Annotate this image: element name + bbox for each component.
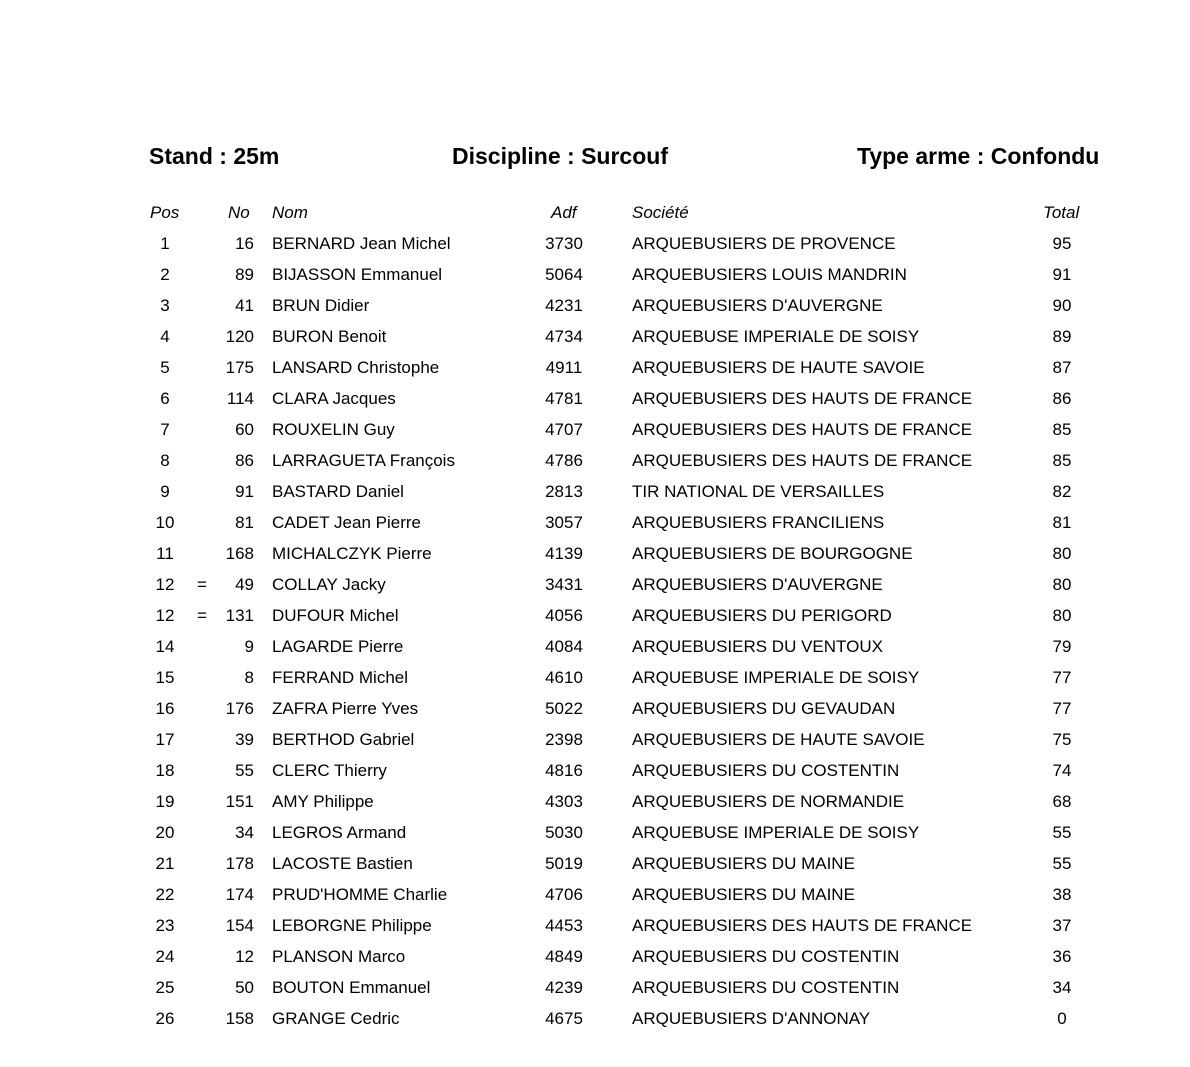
cell-nom: BOUTON Emmanuel <box>272 978 431 997</box>
cell-no: 154 <box>225 916 254 935</box>
cell-nom: LAGARDE Pierre <box>272 637 404 656</box>
cell-pos: 23 <box>155 916 175 935</box>
table-row <box>0 388 1190 419</box>
cell-total: 77 <box>1052 668 1072 687</box>
cell-nom: LARRAGUETA François <box>272 451 455 470</box>
cell-nom: COLLAY Jacky <box>272 575 386 594</box>
col-header-adf: Adf <box>551 203 577 222</box>
weapon-type-heading: Type arme : Confondu <box>857 143 1100 169</box>
cell-pos: 6 <box>160 389 170 408</box>
cell-total: 86 <box>1052 389 1072 408</box>
cell-no: 34 <box>235 823 254 842</box>
cell-adf: 2813 <box>545 482 583 501</box>
cell-adf: 4139 <box>545 544 583 563</box>
cell-no: 16 <box>235 234 254 253</box>
cell-total: 36 <box>1052 947 1072 966</box>
cell-societe: ARQUEBUSIERS DU MAINE <box>632 885 855 904</box>
cell-societe: ARQUEBUSIERS DE HAUTE SAVOIE <box>632 730 925 749</box>
cell-nom: BASTARD Daniel <box>272 482 404 501</box>
table-row <box>0 295 1190 326</box>
table-row <box>0 729 1190 760</box>
col-header-total: Total <box>1043 203 1080 222</box>
discipline-heading: Discipline : Surcouf <box>452 143 668 169</box>
table-row <box>0 512 1190 543</box>
cell-societe: ARQUEBUSE IMPERIALE DE SOISY <box>632 327 920 346</box>
table-row <box>0 419 1190 450</box>
cell-pos: 8 <box>160 451 170 470</box>
table-row <box>0 357 1190 388</box>
cell-no: 49 <box>235 575 254 594</box>
cell-societe: ARQUEBUSIERS D'AUVERGNE <box>632 575 883 594</box>
cell-total: 89 <box>1052 327 1072 346</box>
cell-adf: 3057 <box>545 513 583 532</box>
cell-adf: 5030 <box>545 823 583 842</box>
cell-no: 8 <box>244 668 254 687</box>
cell-no: 174 <box>225 885 254 904</box>
cell-societe: ARQUEBUSIERS LOUIS MANDRIN <box>632 265 907 284</box>
cell-nom: FERRAND Michel <box>272 668 409 687</box>
cell-adf: 4675 <box>545 1009 583 1028</box>
cell-no: 168 <box>225 544 254 563</box>
table-row <box>0 1008 1190 1039</box>
table-row <box>0 853 1190 884</box>
cell-societe: ARQUEBUSIERS DE BOURGOGNE <box>632 544 913 563</box>
cell-no: 9 <box>244 637 254 656</box>
table-row <box>0 822 1190 853</box>
cell-no: 178 <box>225 854 254 873</box>
cell-total: 74 <box>1052 761 1072 780</box>
cell-pos: 14 <box>155 637 175 656</box>
cell-no: 41 <box>235 296 254 315</box>
cell-pos: 21 <box>155 854 175 873</box>
cell-total: 34 <box>1052 978 1072 997</box>
cell-adf: 4816 <box>545 761 583 780</box>
cell-total: 37 <box>1052 916 1072 935</box>
table-row <box>0 977 1190 1008</box>
cell-nom: BURON Benoit <box>272 327 387 346</box>
cell-nom: BIJASSON Emmanuel <box>272 265 443 284</box>
cell-nom: LEGROS Armand <box>272 823 407 842</box>
cell-nom: BRUN Didier <box>272 296 370 315</box>
stand-heading: Stand : 25m <box>149 143 280 169</box>
cell-nom: CLARA Jacques <box>272 389 396 408</box>
cell-pos: 22 <box>155 885 175 904</box>
cell-adf: 4911 <box>545 358 583 377</box>
cell-pos: 25 <box>155 978 175 997</box>
cell-societe: ARQUEBUSIERS DU COSTENTIN <box>632 978 900 997</box>
col-header-nom: Nom <box>272 203 308 222</box>
cell-adf: 3730 <box>545 234 583 253</box>
cell-pos: 15 <box>155 668 175 687</box>
table-row <box>0 667 1190 698</box>
cell-no: 175 <box>225 358 254 377</box>
cell-societe: TIR NATIONAL DE VERSAILLES <box>632 482 885 501</box>
col-header-no: No <box>228 203 250 222</box>
table-row <box>0 574 1190 605</box>
cell-total: 38 <box>1052 885 1072 904</box>
table-row <box>0 760 1190 791</box>
cell-adf: 5064 <box>545 265 583 284</box>
col-header-pos: Pos <box>150 203 180 222</box>
cell-adf: 5022 <box>545 699 583 718</box>
cell-adf: 4056 <box>545 606 583 625</box>
cell-societe: ARQUEBUSIERS DES HAUTS DE FRANCE <box>632 916 973 935</box>
cell-total: 80 <box>1052 606 1072 625</box>
cell-total: 80 <box>1052 544 1072 563</box>
cell-societe: ARQUEBUSIERS D'AUVERGNE <box>632 296 883 315</box>
cell-nom: PRUD'HOMME Charlie <box>272 885 448 904</box>
cell-adf: 4707 <box>545 420 583 439</box>
cell-societe: ARQUEBUSIERS DE NORMANDIE <box>632 792 905 811</box>
cell-total: 81 <box>1052 513 1072 532</box>
cell-pos: 10 <box>155 513 175 532</box>
cell-nom: MICHALCZYK Pierre <box>272 544 432 563</box>
cell-no: 91 <box>235 482 254 501</box>
cell-nom: BERTHOD Gabriel <box>272 730 415 749</box>
cell-total: 80 <box>1052 575 1072 594</box>
cell-no: 120 <box>225 327 254 346</box>
table-row <box>0 884 1190 915</box>
cell-pos: 24 <box>155 947 175 966</box>
cell-adf: 4239 <box>545 978 583 997</box>
cell-nom: DUFOUR Michel <box>272 606 399 625</box>
cell-nom: CLERC Thierry <box>272 761 387 780</box>
cell-societe: ARQUEBUSIERS D'ANNONAY <box>632 1009 871 1028</box>
cell-pos: 20 <box>155 823 175 842</box>
cell-total: 55 <box>1052 823 1072 842</box>
cell-no: 158 <box>225 1009 254 1028</box>
cell-nom: AMY Philippe <box>272 792 374 811</box>
cell-societe: ARQUEBUSIERS DU MAINE <box>632 854 855 873</box>
cell-societe: ARQUEBUSIERS DU COSTENTIN <box>632 761 900 780</box>
cell-no: 131 <box>225 606 254 625</box>
cell-adf: 5019 <box>545 854 583 873</box>
table-row <box>0 915 1190 946</box>
table-row <box>0 946 1190 977</box>
cell-societe: ARQUEBUSIERS DU GEVAUDAN <box>632 699 896 718</box>
cell-nom: CADET Jean Pierre <box>272 513 421 532</box>
cell-adf: 4734 <box>545 327 583 346</box>
cell-societe: ARQUEBUSIERS FRANCILIENS <box>632 513 885 532</box>
cell-pos: 12 <box>155 606 175 625</box>
cell-pos: 11 <box>156 544 174 563</box>
cell-adf: 4084 <box>545 637 583 656</box>
table-row <box>0 233 1190 264</box>
cell-pos: 2 <box>160 265 170 284</box>
cell-adf: 4781 <box>545 389 583 408</box>
cell-total: 85 <box>1052 420 1072 439</box>
cell-societe: ARQUEBUSIERS DES HAUTS DE FRANCE <box>632 389 973 408</box>
cell-no: 60 <box>235 420 254 439</box>
table-row <box>0 450 1190 481</box>
table-row <box>0 698 1190 729</box>
cell-tie-mark: = <box>197 606 207 625</box>
cell-societe: ARQUEBUSIERS DU COSTENTIN <box>632 947 900 966</box>
results-table-body <box>0 233 1190 1039</box>
table-row <box>0 326 1190 357</box>
cell-societe: ARQUEBUSIERS DES HAUTS DE FRANCE <box>632 451 973 470</box>
cell-no: 114 <box>226 389 254 408</box>
cell-pos: 1 <box>160 234 170 253</box>
cell-societe: ARQUEBUSIERS DE PROVENCE <box>632 234 896 253</box>
cell-societe: ARQUEBUSIERS DE HAUTE SAVOIE <box>632 358 925 377</box>
cell-no: 86 <box>235 451 254 470</box>
cell-pos: 9 <box>160 482 170 501</box>
table-row <box>0 791 1190 822</box>
col-header-societe: Société <box>632 203 689 222</box>
cell-adf: 4231 <box>545 296 583 315</box>
cell-societe: ARQUEBUSE IMPERIALE DE SOISY <box>632 668 920 687</box>
cell-societe: ARQUEBUSE IMPERIALE DE SOISY <box>632 823 920 842</box>
cell-societe: ARQUEBUSIERS DU PERIGORD <box>632 606 892 625</box>
cell-pos: 18 <box>155 761 175 780</box>
cell-total: 95 <box>1052 234 1072 253</box>
table-row <box>0 481 1190 512</box>
cell-no: 12 <box>235 947 254 966</box>
cell-no: 39 <box>235 730 254 749</box>
cell-nom: ZAFRA Pierre Yves <box>272 699 419 718</box>
cell-nom: PLANSON Marco <box>272 947 406 966</box>
cell-nom: GRANGE Cedric <box>272 1009 400 1028</box>
cell-adf: 4453 <box>545 916 583 935</box>
cell-societe: ARQUEBUSIERS DES HAUTS DE FRANCE <box>632 420 973 439</box>
cell-no: 55 <box>235 761 254 780</box>
cell-total: 90 <box>1052 296 1072 315</box>
cell-total: 91 <box>1052 265 1072 284</box>
cell-pos: 3 <box>160 296 170 315</box>
cell-nom: LEBORGNE Philippe <box>272 916 432 935</box>
cell-adf: 2398 <box>545 730 583 749</box>
table-row <box>0 605 1190 636</box>
cell-pos: 19 <box>155 792 175 811</box>
cell-nom: LACOSTE Bastien <box>272 854 413 873</box>
cell-nom: BERNARD Jean Michel <box>272 234 451 253</box>
cell-no: 81 <box>235 513 254 532</box>
cell-total: 87 <box>1052 358 1072 377</box>
cell-adf: 4786 <box>545 451 583 470</box>
cell-pos: 4 <box>160 327 170 346</box>
cell-societe: ARQUEBUSIERS DU VENTOUX <box>632 637 883 656</box>
cell-adf: 4706 <box>545 885 583 904</box>
cell-total: 0 <box>1057 1009 1067 1028</box>
cell-pos: 7 <box>160 420 170 439</box>
cell-pos: 26 <box>155 1009 175 1028</box>
cell-total: 85 <box>1052 451 1072 470</box>
cell-total: 55 <box>1052 854 1072 873</box>
cell-total: 77 <box>1052 699 1072 718</box>
cell-total: 79 <box>1052 637 1072 656</box>
cell-total: 75 <box>1052 730 1072 749</box>
cell-adf: 4610 <box>545 668 583 687</box>
cell-tie-mark: = <box>197 575 207 594</box>
cell-no: 176 <box>225 699 254 718</box>
cell-adf: 4303 <box>545 792 583 811</box>
table-row <box>0 543 1190 574</box>
cell-nom: ROUXELIN Guy <box>272 420 395 439</box>
cell-adf: 3431 <box>545 575 583 594</box>
table-row <box>0 636 1190 667</box>
cell-total: 68 <box>1052 792 1072 811</box>
cell-pos: 17 <box>155 730 175 749</box>
cell-no: 151 <box>225 792 254 811</box>
table-row <box>0 264 1190 295</box>
cell-total: 82 <box>1052 482 1072 501</box>
cell-no: 89 <box>235 265 254 284</box>
cell-pos: 5 <box>160 358 170 377</box>
cell-pos: 16 <box>155 699 175 718</box>
cell-no: 50 <box>235 978 254 997</box>
cell-pos: 12 <box>155 575 175 594</box>
cell-nom: LANSARD Christophe <box>272 358 440 377</box>
cell-adf: 4849 <box>545 947 583 966</box>
